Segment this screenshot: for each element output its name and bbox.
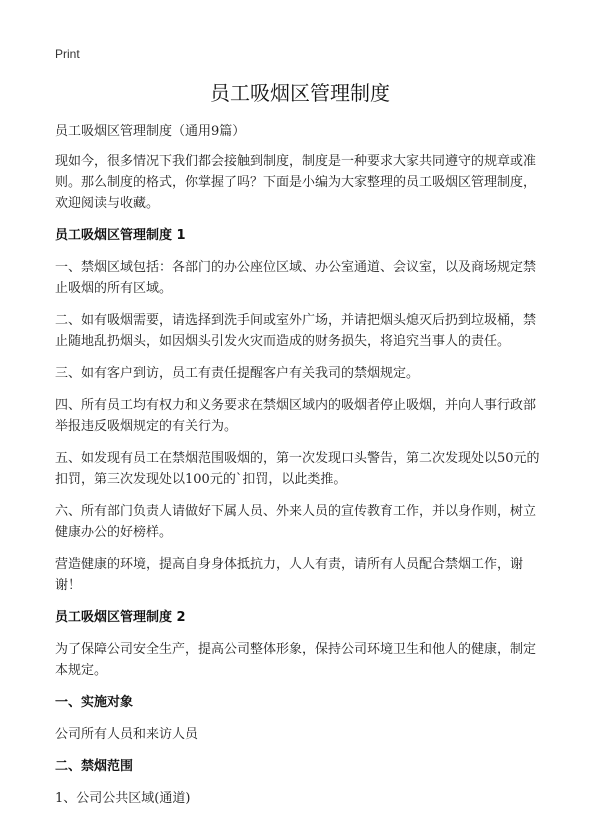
- section-2-sub-1-heading: 一、实施对象: [55, 695, 134, 710]
- section-1-heading: 员工吸烟区管理制度 1: [55, 228, 186, 243]
- document-body: [55, 121, 546, 820]
- section-1-paragraph-3: 三、如有客户到访，员工有责任提醒客户有关我司的禁烟规定。: [55, 366, 420, 381]
- section-2-intro: 为了保障公司安全生产，提高公司整体形象，保持公司环境卫生和他人的健康，制定本规定。: [55, 642, 537, 678]
- section-1-paragraph-6: 六、所有部门负责人请做好下属人员、外来人员的宣传教育工作，并以身作则，树立健康办公的好榜样。: [55, 504, 537, 540]
- page-title: 员工吸烟区管理制度: [210, 81, 390, 105]
- section-1-paragraph-4: 四、所有员工均有权力和义务要求在禁烟区域内的吸烟者停止吸烟，并向人事行政部举报违反吸烟规定的有关行为。: [55, 398, 537, 434]
- section-2-sub-2-text: 1、公司公共区域(通道): [55, 791, 191, 806]
- section-1-paragraph-7: 营造健康的环境，提高自身身体抵抗力，人人有责，请所有人员配合禁烟工作，谢谢！: [55, 557, 524, 593]
- section-2-sub-2-heading: 二、禁烟范围: [55, 759, 134, 774]
- section-1-paragraph-5: 五、如发现有员工在禁烟范围吸烟的，第一次发现口头警告，第二次发现处以50元的扣罚，第三次发现处以100元的`扣罚，以此类推。: [55, 451, 540, 487]
- document-subtitle: 员工吸烟区管理制度（通用9篇）: [55, 124, 246, 139]
- section-2-heading: 员工吸烟区管理制度 2: [55, 610, 186, 625]
- section-1-paragraph-2: 二、如有吸烟需要，请选择到洗手间或室外广场，并请把烟头熄灭后扔到垃圾桶，禁止随地乱扔烟头，如因烟头引发火灾而造成的财务损失，将追究当事人的责任。: [55, 313, 537, 349]
- print-label[interactable]: Print: [55, 47, 80, 61]
- section-1-paragraph-1: 一、禁烟区域包括：各部门的办公座位区域、办公室通道、会议室，以及商场规定禁止吸烟的所有区域。: [55, 260, 537, 296]
- intro-paragraph: 现如今，很多情况下我们都会接触到制度，制度是一种要求大家共同遵守的规章或准则。那么制度的格式，你掌握了吗？下面是小编为大家整理的员工吸烟区管理制度，欢迎阅读与收藏。: [55, 154, 537, 211]
- section-2-sub-1-text: 公司所有人员和来访人员: [55, 727, 199, 742]
